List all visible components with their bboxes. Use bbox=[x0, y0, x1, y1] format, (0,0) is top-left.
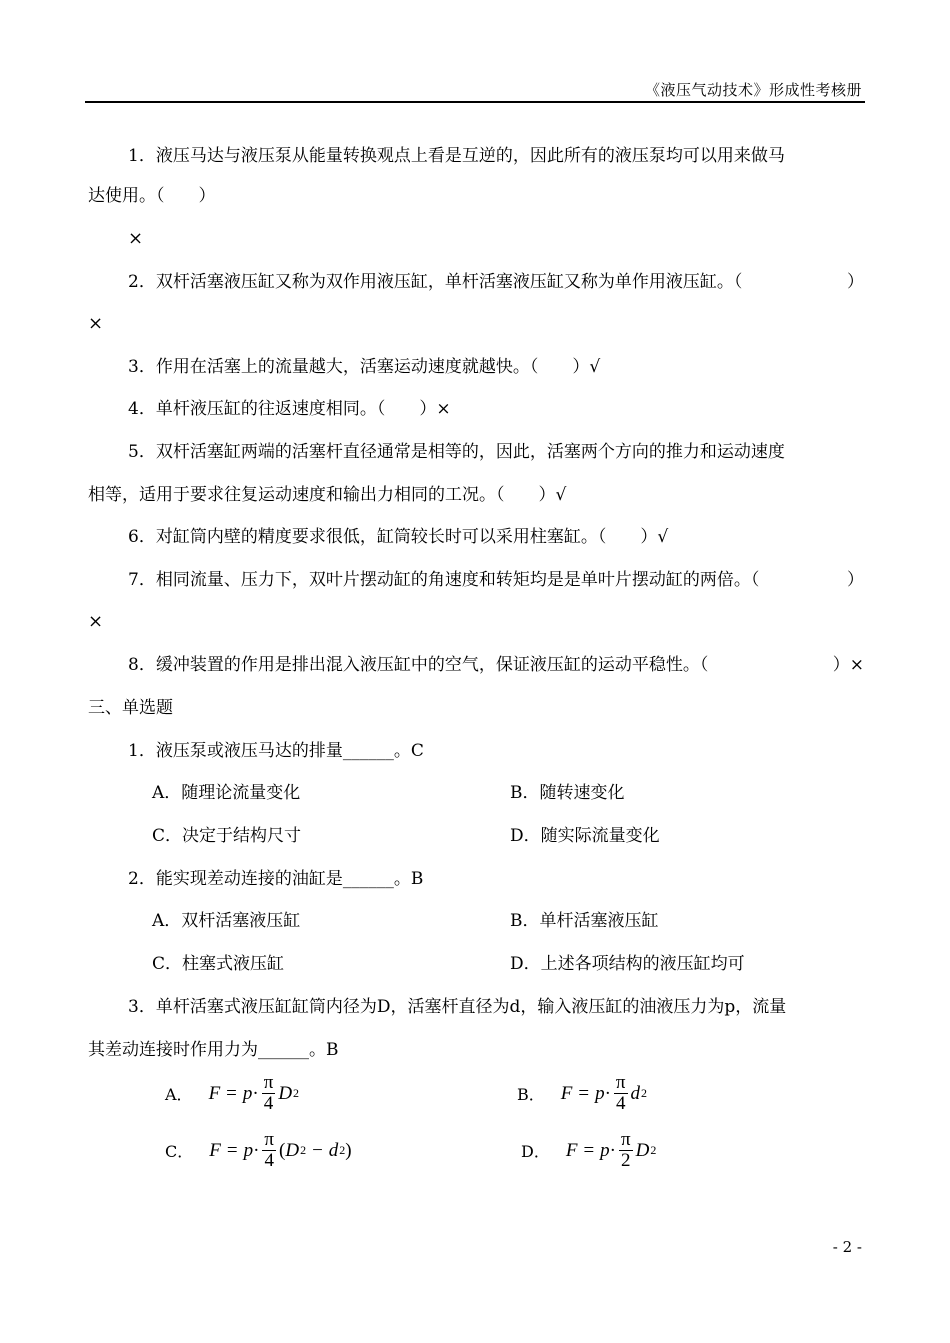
judge-q2-paren: ） bbox=[847, 272, 864, 292]
mc-q1-option-a: A．随理论流量变化 bbox=[152, 783, 301, 803]
fraction-denominator: 4 bbox=[264, 1150, 274, 1171]
mc-q2-option-d: D．上述各项结构的液压缸均可 bbox=[510, 954, 745, 974]
judge-q2-line1: 2．双杆活塞液压缸又称为双作用液压缸，单杆活塞液压缸又称为单作用液压缸。（ bbox=[128, 272, 743, 292]
formula-lhs: F bbox=[560, 1082, 573, 1104]
section-title: 三、单选题 bbox=[88, 698, 173, 718]
formula-lhs: F bbox=[565, 1139, 578, 1161]
judge-q8-tail: ）× bbox=[832, 655, 864, 675]
judge-q5-line1: 5．双杆活塞缸两端的活塞杆直径通常是相等的，因此，活塞两个方向的推力和运动速度 bbox=[128, 442, 785, 462]
header-title: 《液压气动技术》形成性考核册 bbox=[644, 81, 862, 99]
option-label: C． bbox=[165, 1142, 194, 1161]
mc-q3-option-b bbox=[517, 1073, 647, 1114]
formula-fraction bbox=[262, 1073, 276, 1114]
formula-exponent1: 2 bbox=[300, 1143, 307, 1157]
formula-p: p bbox=[243, 1139, 254, 1161]
formula-close-paren: ) bbox=[345, 1139, 352, 1161]
formula-exponent: 2 bbox=[641, 1086, 648, 1100]
mc-q2-stem: 2．能实现差动连接的油缸是______。B bbox=[128, 869, 424, 889]
formula-eq: = bbox=[226, 1139, 238, 1161]
mc-q1-option-d: D．随实际流量变化 bbox=[510, 826, 660, 846]
formula-p: p bbox=[595, 1082, 605, 1104]
formula-dot: · bbox=[253, 1139, 260, 1161]
formula-dot: · bbox=[604, 1082, 611, 1104]
formula-var: D bbox=[635, 1139, 650, 1161]
formula-exponent2: 2 bbox=[339, 1143, 346, 1157]
judge-q7-paren: ） bbox=[847, 570, 864, 590]
mc-q1-stem: 1．液压泵或液压马达的排量______。C bbox=[128, 741, 424, 761]
formula-var: d bbox=[630, 1082, 641, 1104]
judge-q3: 3．作用在活塞上的流量越大，活塞运动速度就越快。（ ）√ bbox=[128, 357, 601, 377]
option-label: A． bbox=[165, 1085, 193, 1104]
fraction-denominator: 4 bbox=[263, 1093, 274, 1114]
mc-q3-stem-line1: 3．单杆活塞式液压缸缸筒内径为D，活塞杆直径为d，输入液压缸的油液压力为p，流量 bbox=[128, 997, 787, 1017]
fraction-denominator: 2 bbox=[621, 1150, 631, 1171]
formula-lhs: F bbox=[209, 1139, 221, 1161]
mc-q2-option-b: B．单杆活塞液压缸 bbox=[510, 911, 659, 931]
judge-q4: 4．单杆液压缸的往返速度相同。（ ）× bbox=[128, 399, 451, 419]
formula-fraction bbox=[614, 1073, 628, 1114]
formula-fraction bbox=[262, 1130, 276, 1171]
fraction-numerator: π bbox=[615, 1072, 626, 1093]
formula-exponent: 2 bbox=[293, 1086, 300, 1100]
page-number: - 2 - bbox=[832, 1238, 862, 1256]
judge-q2-answer: × bbox=[88, 313, 104, 334]
judge-q6: 6．对缸筒内壁的精度要求很低，缸筒较长时可以采用柱塞缸。（ ）√ bbox=[128, 527, 669, 547]
formula-var1: D bbox=[285, 1139, 300, 1161]
fraction-numerator: π bbox=[263, 1072, 274, 1093]
mc-q3-option-c bbox=[165, 1130, 352, 1171]
option-label: B． bbox=[517, 1085, 545, 1104]
formula-dot: · bbox=[252, 1082, 259, 1104]
mc-q3-option-d bbox=[521, 1130, 656, 1171]
formula-var2: d bbox=[328, 1139, 339, 1161]
formula-eq: = bbox=[226, 1082, 237, 1104]
option-label: D． bbox=[521, 1142, 550, 1161]
judge-q5-line2: 相等，适用于要求往复运动速度和输出力相同的工况。（ ）√ bbox=[88, 485, 567, 505]
mc-q3-option-a bbox=[165, 1073, 299, 1114]
formula-eq: = bbox=[578, 1082, 590, 1104]
formula-p: p bbox=[242, 1082, 253, 1104]
judge-q1-line1: 1．液压马达与液压泵从能量转换观点上看是互逆的，因此所有的液压泵均可以用来做马 bbox=[128, 146, 785, 166]
mc-q2-option-c: C．柱塞式液压缸 bbox=[152, 954, 285, 974]
mc-q1-option-c: C．决定于结构尺寸 bbox=[152, 826, 302, 846]
formula-minus: − bbox=[312, 1139, 323, 1161]
fraction-numerator: π bbox=[621, 1129, 631, 1150]
formula-eq: = bbox=[583, 1139, 595, 1161]
judge-q8: 8．缓冲装置的作用是排出混入液压缸中的空气，保证液压缸的运动平稳性。（ bbox=[128, 655, 709, 675]
judge-q1-answer: × bbox=[128, 228, 144, 249]
formula-dot: · bbox=[609, 1139, 616, 1161]
formula-var: D bbox=[278, 1082, 293, 1104]
header-divider bbox=[85, 101, 865, 103]
formula-open-paren: ( bbox=[279, 1139, 286, 1161]
formula-p: p bbox=[600, 1139, 610, 1161]
mc-q1-option-b: B．随转速变化 bbox=[510, 783, 625, 803]
mc-q2-option-a: A．双杆活塞液压缸 bbox=[152, 911, 301, 931]
mc-q3-stem-line2: 其差动连接时作用力为______。B bbox=[88, 1040, 339, 1060]
formula-exponent: 2 bbox=[650, 1143, 657, 1157]
judge-q7-answer: × bbox=[88, 611, 104, 632]
fraction-denominator: 4 bbox=[615, 1093, 626, 1114]
judge-q7-line1: 7．相同流量、压力下，双叶片摆动缸的角速度和转矩均是是单叶片摆动缸的两倍。（ bbox=[128, 570, 760, 590]
judge-q1-line2: 达使用。（ ） bbox=[88, 186, 216, 206]
formula-lhs: F bbox=[208, 1082, 221, 1104]
formula-fraction bbox=[619, 1130, 633, 1171]
fraction-numerator: π bbox=[264, 1129, 274, 1150]
